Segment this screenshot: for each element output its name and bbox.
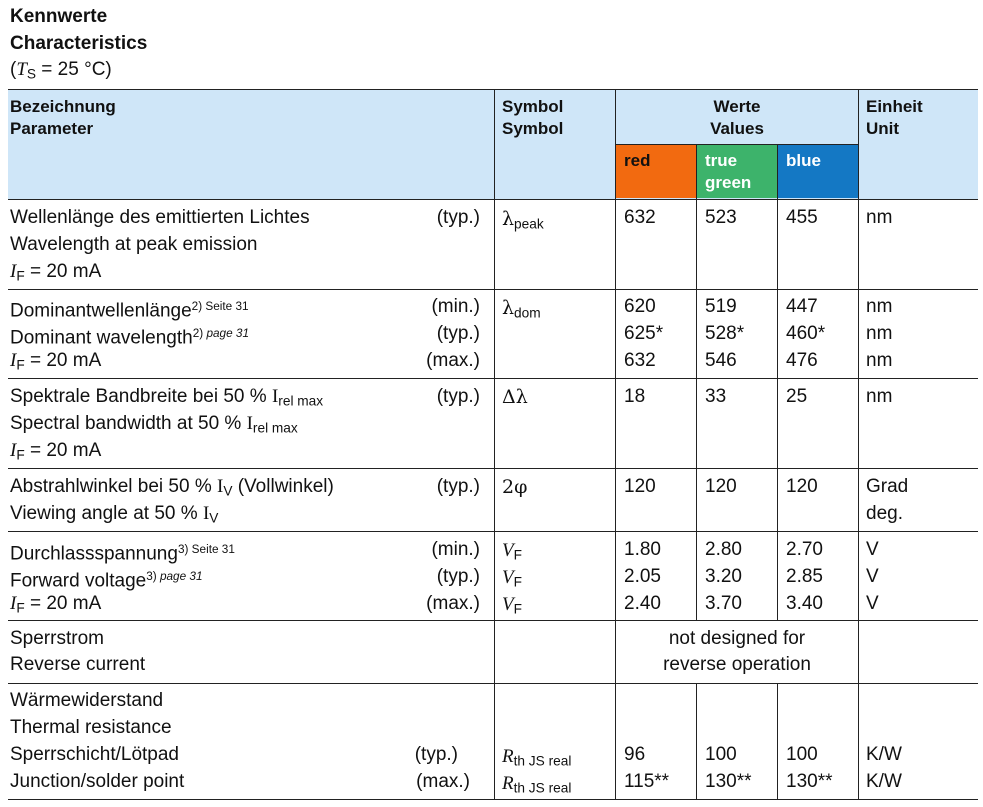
forward-symbol-min: $V_F$ bbox=[502, 540, 522, 563]
dominant-qualifier-max: (max.) bbox=[426, 350, 480, 371]
col-divider bbox=[494, 89, 495, 800]
rule bbox=[8, 683, 978, 684]
viewing-label-de: Abstrahlwinkel bei 50 % $I_V$ (Vollwinkel) bbox=[10, 476, 334, 499]
header-symbol: Symbol Symbol bbox=[502, 97, 564, 138]
header-true-green: true green bbox=[697, 144, 778, 198]
wavelength-qualifier: (typ.) bbox=[436, 207, 480, 228]
viewing-unit-de: Grad bbox=[866, 476, 909, 497]
thermal-max-blue: 130** bbox=[786, 771, 833, 792]
bandwidth-symbol: Δλ bbox=[502, 386, 528, 408]
dominant-min-red: 620 bbox=[624, 296, 656, 317]
dominant-max-blue: 476 bbox=[786, 350, 818, 371]
dominant-label-de: Dominantwellenlänge$^{2) Seite 31}$ bbox=[10, 300, 249, 322]
thermal-label-de: Wärmewiderstand bbox=[10, 690, 164, 711]
thermal-max-green: 130** bbox=[705, 771, 752, 792]
thermal-max-red: 115** bbox=[624, 771, 670, 792]
thermal-typ-unit: K/W bbox=[866, 744, 902, 765]
bandwidth-red: 18 bbox=[624, 386, 646, 407]
dominant-label-en: Dominant wavelength$^{2)}$ $^{page 31}$ bbox=[10, 327, 249, 349]
thermal-sub-de: Sperrschicht/Lötpad bbox=[10, 744, 179, 765]
dominant-max-green: 546 bbox=[705, 350, 737, 371]
header-blue: blue bbox=[778, 144, 858, 198]
thermal-qualifier-typ: (typ.) bbox=[414, 744, 458, 765]
col-divider bbox=[858, 89, 859, 800]
reverse-note-line2: reverse operation bbox=[663, 654, 811, 675]
forward-symbol-max: $V_F$ bbox=[502, 594, 522, 617]
viewing-green: 120 bbox=[705, 476, 737, 497]
forward-typ-green: 3.20 bbox=[705, 566, 742, 587]
thermal-sub-en: Junction/solder point bbox=[10, 771, 185, 792]
viewing-qualifier: (typ.) bbox=[436, 476, 480, 497]
dominant-symbol: $\lambda_{dom}$ bbox=[502, 297, 541, 321]
wavelength-green: 523 bbox=[705, 207, 737, 228]
bandwidth-green: 33 bbox=[705, 386, 727, 407]
col-divider bbox=[696, 683, 697, 800]
dominant-qualifier-min: (min.) bbox=[431, 296, 480, 317]
bandwidth-blue: 25 bbox=[786, 386, 808, 407]
reverse-note-line1: not designed for bbox=[668, 628, 806, 649]
rule bbox=[8, 89, 978, 90]
rule bbox=[8, 468, 978, 469]
forward-max-blue: 3.40 bbox=[786, 593, 823, 614]
dominant-max-red: 632 bbox=[624, 350, 656, 371]
forward-qualifier-min: (min.) bbox=[431, 539, 480, 560]
viewing-label-en: Viewing angle at 50 % $I_V$ bbox=[10, 503, 219, 526]
thermal-label-en: Thermal resistance bbox=[10, 717, 172, 738]
title-english: Characteristics bbox=[10, 33, 148, 54]
bandwidth-label-de: Spektrale Bandbreite bei 50 % $I_{rel max}$ bbox=[10, 386, 324, 409]
rule bbox=[8, 799, 978, 800]
col-divider bbox=[777, 144, 778, 621]
viewing-blue: 120 bbox=[786, 476, 818, 497]
wavelength-red: 632 bbox=[624, 207, 656, 228]
rule bbox=[616, 144, 858, 145]
wavelength-unit: nm bbox=[866, 207, 893, 228]
bandwidth-qualifier: (typ.) bbox=[436, 386, 480, 407]
viewing-unit-en: deg. bbox=[866, 503, 903, 524]
forward-symbol-typ: $V_F$ bbox=[502, 567, 522, 590]
reverse-label-en: Reverse current bbox=[10, 654, 146, 675]
reverse-label-de: Sperrstrom bbox=[10, 628, 104, 649]
forward-qualifier-max: (max.) bbox=[426, 593, 480, 614]
forward-condition: $I_F = 20$ mA bbox=[10, 593, 102, 616]
bandwidth-condition: $I_F = 20$ mA bbox=[10, 440, 102, 463]
forward-typ-unit: V bbox=[866, 566, 879, 587]
col-divider bbox=[777, 683, 778, 800]
dominant-min-green: 519 bbox=[705, 296, 737, 317]
forward-qualifier-typ: (typ.) bbox=[436, 566, 480, 587]
dominant-qualifier-typ: (typ.) bbox=[436, 323, 480, 344]
forward-max-green: 3.70 bbox=[705, 593, 742, 614]
thermal-qualifier-max: (max.) bbox=[416, 771, 470, 792]
thermal-typ-red: 96 bbox=[624, 744, 646, 765]
viewing-symbol: 2φ bbox=[502, 476, 528, 498]
wavelength-label-en: Wavelength at peak emission bbox=[10, 234, 258, 255]
wavelength-blue: 455 bbox=[786, 207, 818, 228]
thermal-typ-green: 100 bbox=[705, 744, 737, 765]
forward-min-green: 2.80 bbox=[705, 539, 742, 560]
forward-typ-red: 2.05 bbox=[624, 566, 661, 587]
col-divider bbox=[615, 89, 616, 800]
forward-label-de: Durchlassspannung$^{3) Seite 31}$ bbox=[10, 543, 235, 565]
wavelength-label-de: Wellenlänge des emittierten Lichtes bbox=[10, 207, 310, 228]
forward-min-unit: V bbox=[866, 539, 879, 560]
temperature-condition: ($T_S = 25$ °C) bbox=[10, 59, 112, 82]
dominant-condition: $I_F = 20$ mA bbox=[10, 350, 102, 373]
wavelength-condition: $I_F = 20$ mA bbox=[10, 261, 102, 284]
forward-typ-blue: 2.85 bbox=[786, 566, 823, 587]
thermal-symbol-typ: $R_{th JS real}$ bbox=[502, 746, 572, 769]
dominant-typ-unit: nm bbox=[866, 323, 893, 344]
wavelength-symbol: $\lambda_{peak}$ bbox=[502, 208, 544, 232]
rule bbox=[8, 199, 978, 200]
header-parameter: Bezeichnung Parameter bbox=[10, 97, 116, 138]
thermal-max-unit: K/W bbox=[866, 771, 902, 792]
dominant-typ-green: 528* bbox=[705, 323, 745, 344]
forward-label-en: Forward voltage$^{3)}$ $^{page 31}$ bbox=[10, 570, 203, 592]
thermal-typ-blue: 100 bbox=[786, 744, 818, 765]
viewing-red: 120 bbox=[624, 476, 656, 497]
forward-min-blue: 2.70 bbox=[786, 539, 823, 560]
header-unit: Einheit Unit bbox=[866, 97, 923, 138]
header-values: Werte Values bbox=[710, 97, 764, 138]
forward-min-red: 1.80 bbox=[624, 539, 661, 560]
forward-max-unit: V bbox=[866, 593, 879, 614]
rule bbox=[8, 289, 978, 290]
dominant-min-unit: nm bbox=[866, 296, 893, 317]
rule bbox=[8, 378, 978, 379]
rule bbox=[8, 620, 978, 621]
forward-max-red: 2.40 bbox=[624, 593, 661, 614]
dominant-typ-red: 625* bbox=[624, 323, 664, 344]
bandwidth-label-en: Spectral bandwidth at 50 % $I_{rel max}$ bbox=[10, 413, 298, 436]
dominant-min-blue: 447 bbox=[786, 296, 818, 317]
col-divider bbox=[696, 144, 697, 621]
thermal-symbol-max: $R_{th JS real}$ bbox=[502, 773, 572, 796]
header-red: red bbox=[616, 144, 697, 198]
bandwidth-unit: nm bbox=[866, 386, 893, 407]
dominant-typ-blue: 460* bbox=[786, 323, 826, 344]
dominant-max-unit: nm bbox=[866, 350, 893, 371]
title-german: Kennwerte bbox=[10, 6, 108, 27]
